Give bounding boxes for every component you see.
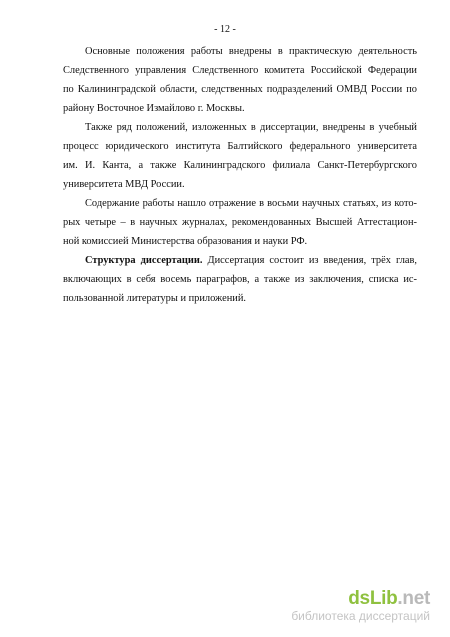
- structure-heading: Структура диссертации.: [85, 255, 203, 266]
- paragraph-implementation-practice: [63, 42, 417, 118]
- text-line: району Восточное Измайлово г. Москвы.: [63, 103, 245, 114]
- dslib-logo: dsLib.net: [348, 588, 430, 609]
- paragraph-implementation-education: [63, 118, 417, 194]
- paragraph-publications: [63, 194, 417, 251]
- page-number: - 12 -: [214, 24, 236, 35]
- text-line: им. И. Канта, а также Калининградского филиала Санкт-Петербургского: [63, 160, 417, 171]
- text-line: по Калининградской области, следственных подразделений ОМВД России по: [63, 84, 417, 95]
- document-body: [63, 42, 417, 308]
- text-line: включающих в себя восемь параграфов, а также из заключения, списка ис-: [63, 274, 417, 285]
- text-line: Основные положения работы внедрены в практическую деятельность: [85, 46, 417, 57]
- text-line: университета МВД России.: [63, 179, 185, 190]
- text-line: процесс юридического института Балтийского федерального университета: [63, 141, 417, 152]
- text-line: пользованной литературы и приложений.: [63, 293, 246, 304]
- dslib-watermark: [291, 589, 430, 623]
- text-line: Следственного управления Следственного комитета Российской Федерации: [63, 65, 417, 76]
- dslib-tagline: библиотека диссертаций: [291, 609, 430, 623]
- text-fragment: Диссертация состоит из введения, трёх глав,: [207, 255, 417, 266]
- text-line: ной комиссией Министерства образования и науки РФ.: [63, 236, 308, 247]
- text-line: рых четыре – в научных журналах, рекомендованных Высшей Аттестацион-: [63, 217, 417, 228]
- text-line: Также ряд положений, изложенных в диссертации, внедрены в учебный: [85, 122, 417, 133]
- text-line: [63, 251, 417, 270]
- paragraph-structure: [63, 251, 417, 308]
- text-line: Содержание работы нашло отражение в восьми научных статьях, из кото-: [85, 198, 417, 209]
